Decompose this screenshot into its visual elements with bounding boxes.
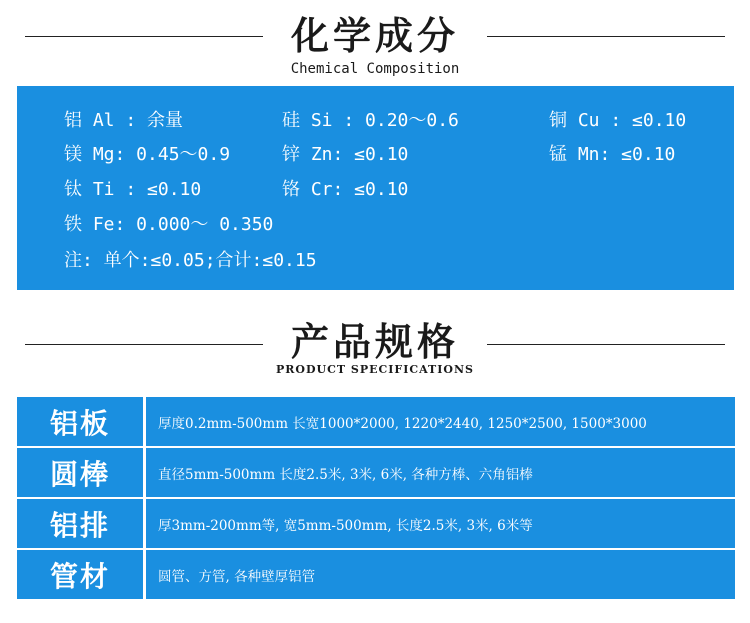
composition-panel <box>17 86 734 290</box>
composition-title: 化学成分 <box>290 13 459 58</box>
element-mn: 锰 Mn: ≤0.10 <box>549 144 676 165</box>
element-mg: 镁 Mg: 0.45～0.9 <box>64 144 231 165</box>
spec-label: 铝板 <box>17 397 143 446</box>
spec-value: 圆管、方管, 各种壁厚铝管 <box>146 550 735 599</box>
spec-table <box>17 397 735 599</box>
spec-value: 厚3mm-200mm等, 宽5mm-500mm, 长度2.5米, 3米, 6米等 <box>146 499 735 548</box>
spec-row-bar <box>17 499 735 548</box>
spec-label: 圆棒 <box>17 448 143 497</box>
composition-note: 注: 单个:≤0.05;合计:≤0.15 <box>64 250 317 271</box>
spec-row-tube <box>17 550 735 599</box>
element-al: 铝 Al : 余量 <box>64 110 184 131</box>
spec-value: 直径5mm-500mm 长度2.5米, 3米, 6米, 各种方棒、六角铝棒 <box>146 448 735 497</box>
element-si: 硅 Si : 0.20～0.6 <box>282 110 459 131</box>
element-fe: 铁 Fe: 0.000～ 0.350 <box>64 214 274 235</box>
element-zn: 锌 Zn: ≤0.10 <box>282 144 409 165</box>
spec-row-rod <box>17 448 735 497</box>
element-cu: 铜 Cu : ≤0.10 <box>549 110 687 131</box>
spec-value: 厚度0.2mm-500mm 长宽1000*2000, 1220*2440, 1250*2500, 1500*3000 <box>146 397 735 446</box>
element-ti: 钛 Ti : ≤0.10 <box>64 179 202 200</box>
spec-subtitle: PRODUCT SPECIFICATIONS <box>276 363 474 376</box>
spec-row-plate <box>17 397 735 446</box>
element-cr: 铬 Cr: ≤0.10 <box>282 179 409 200</box>
spec-label: 管材 <box>17 550 143 599</box>
spec-title: 产品规格 <box>290 319 459 364</box>
spec-label: 铝排 <box>17 499 143 548</box>
composition-subtitle: Chemical Composition <box>290 61 460 77</box>
